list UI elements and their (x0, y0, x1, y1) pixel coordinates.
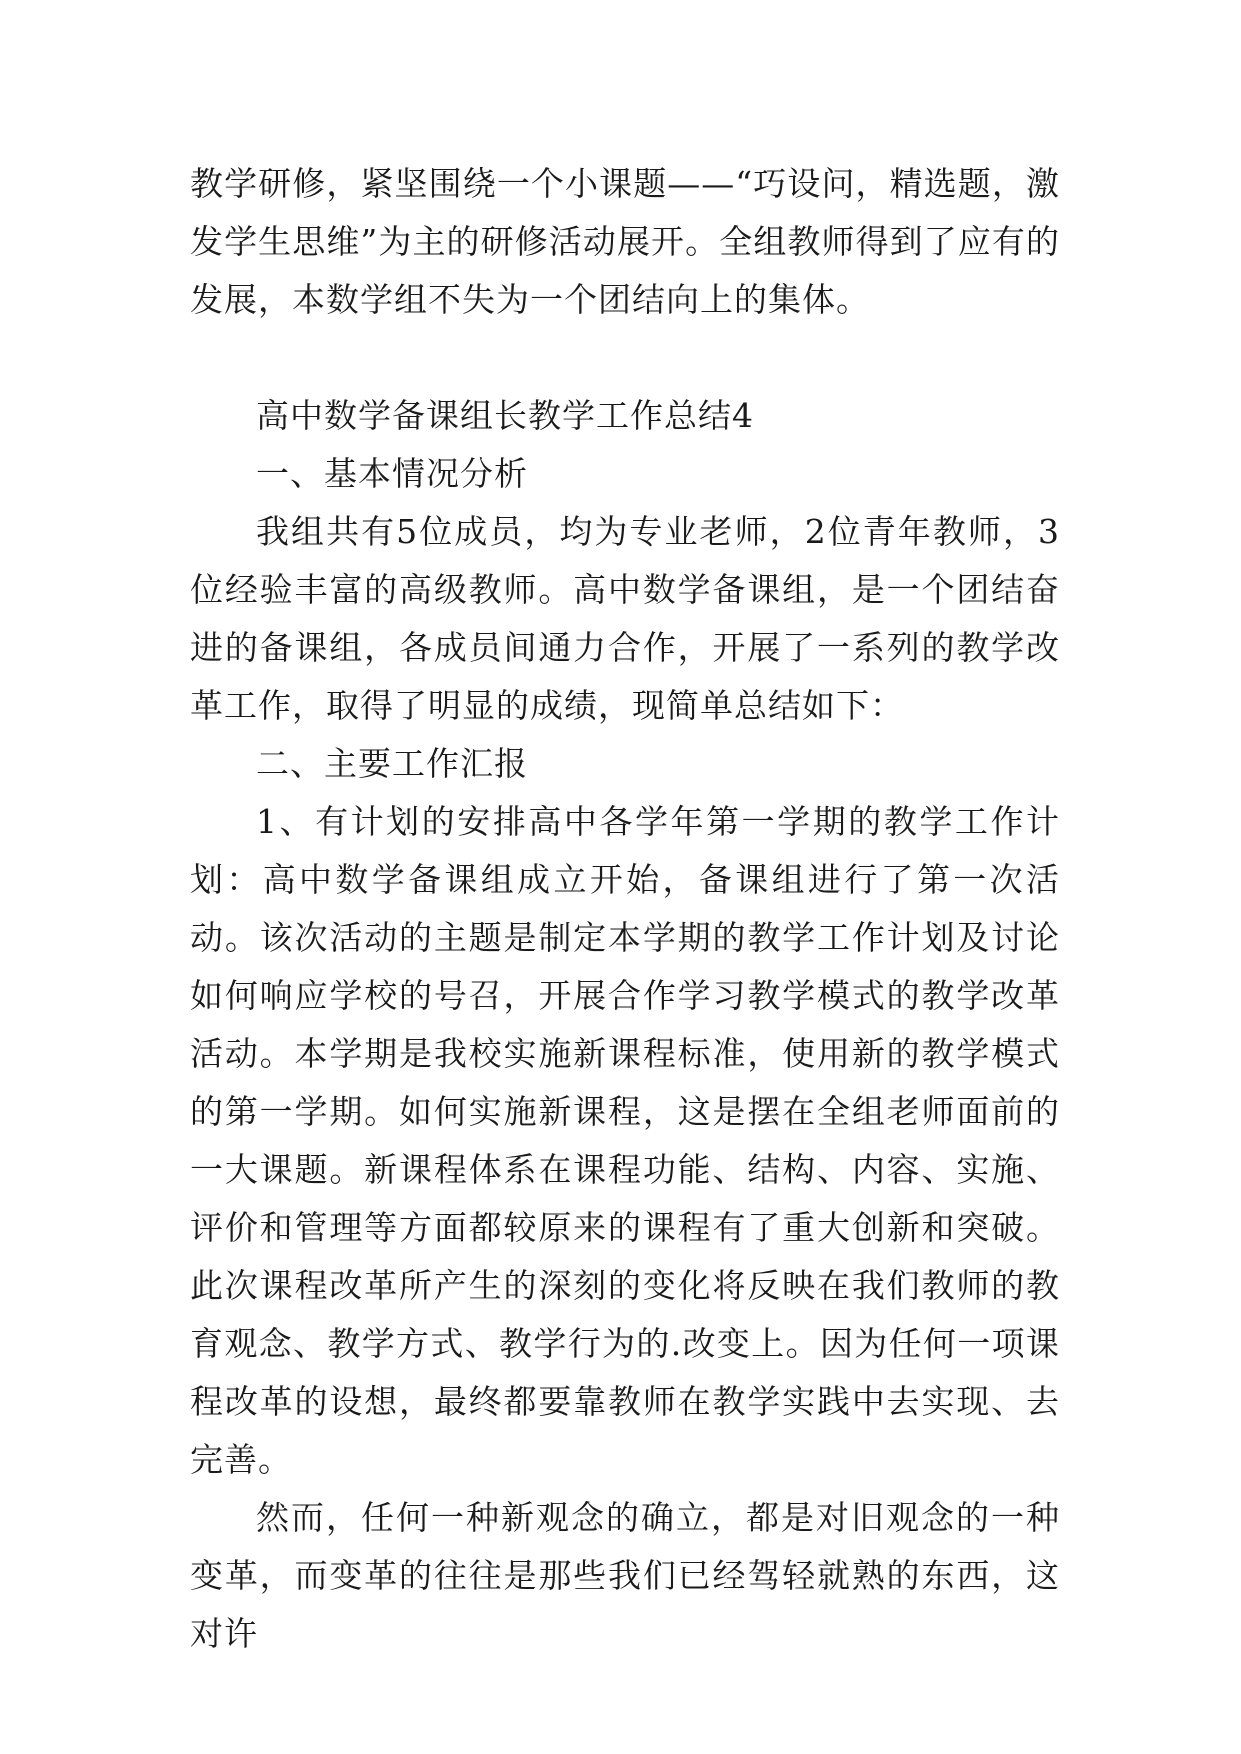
section-title: 高中数学备课组长教学工作总结4 (256, 396, 754, 435)
paragraph-teaching-plan: 1、有计划的安排高中各学年第一学期的教学工作计划：高中数学备课组成立开始，备课组进行了第一次活动。该次活动的主题是制定本学期的教学工作计划及讨论如何响应学校的号召，开展合作学习教学模式的教学改革活动。本学期是我校实施新课程标准，使用新的教学模式的第一学期。如何实施新课程，这是摆在全组老师面前的一大课题。新课程体系在课程功能、结构、内容、实施、评价和管理等方面都较原来的课程有了重大创新和突破。此次课程改革所产生的深刻的变化将反映在我们教师的教育观念、教学方式、教学行为的.改变上。因为任何一项课程改革的设想，最终都要靠教师在教学实践中去实现、去完善。 (190, 802, 1060, 1479)
document-body (190, 155, 1060, 1663)
heading-basic-situation: 一、基本情况分析 (256, 454, 528, 493)
paragraph-members: 我组共有5位成员，均为专业老师，2位青年教师，3位经验丰富的高级教师。高中数学备课组，是一个团结奋进的备课组，各成员间通力合作，开展了一系列的教学改革工作，取得了明显的成绩，现简单总结如下： (190, 512, 1060, 725)
paragraph-intro-continuation: 教学研修，紧坚围绕一个小课题——“巧设问，精选题，激发学生思维”为主的研修活动展开。全组教师得到了应有的发展，本数学组不失为一个团结向上的集体。 (190, 164, 1060, 319)
heading-main-work: 二、主要工作汇报 (256, 744, 528, 783)
paragraph-new-concepts: 然而，任何一种新观念的确立，都是对旧观念的一种变革，而变革的往往是那些我们已经驾轻就熟的东西，这对许 (190, 1498, 1060, 1653)
